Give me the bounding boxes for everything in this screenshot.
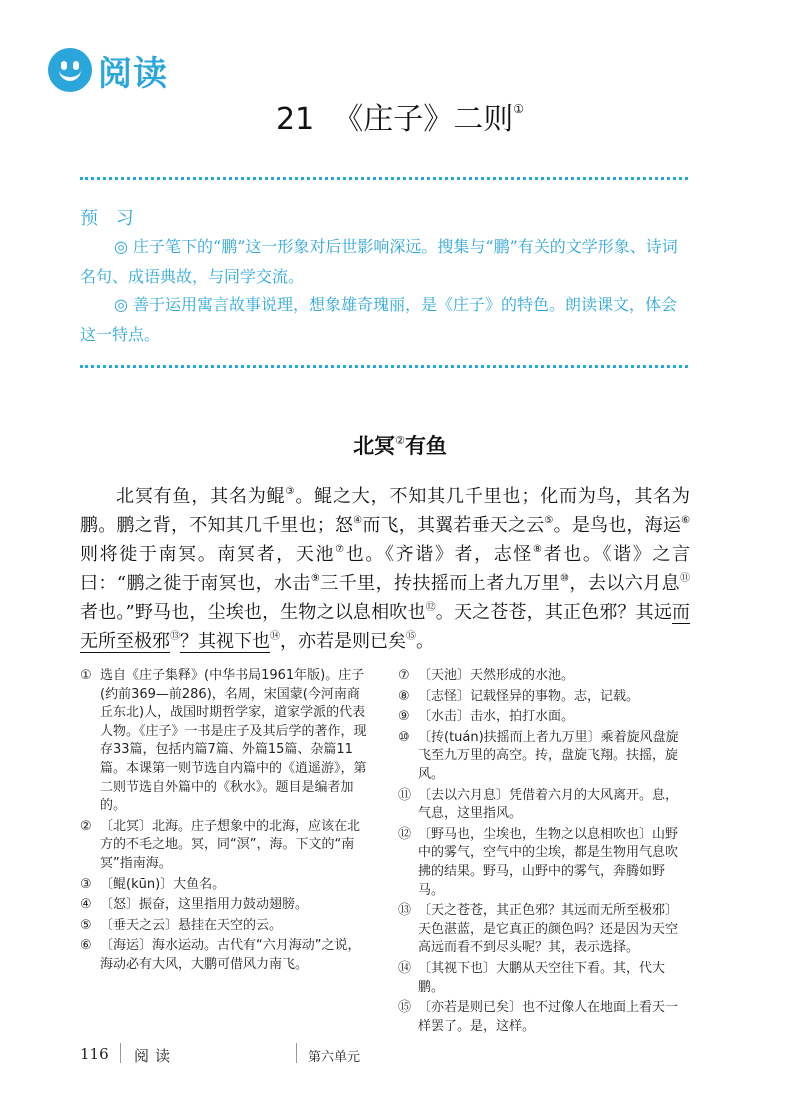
footnote <box>398 960 690 997</box>
passage-title-note-mark: ② <box>395 434 405 447</box>
preview-item: ◎ 庄子笔下的“鹏”这一形象对后世影响深远。搜集与“鹏”有关的文学形象、诗词名句、成语典故，与同学交流。 <box>80 237 678 286</box>
passage-title-part: 有鱼 <box>404 433 447 458</box>
footnote-number: ③ <box>80 876 92 892</box>
footnote-number: ⑬ <box>398 903 412 919</box>
footnote-text: 〔海运〕海水运动。古代有“六月海动”之说，海动必有大风，大鹏可借风力南飞。 <box>100 938 361 972</box>
page-number: 116 <box>80 1045 109 1063</box>
passage-text-segment: 。 <box>416 631 434 652</box>
footnote <box>398 729 690 785</box>
footnote-number: ① <box>80 668 92 683</box>
passage-text-segment: 而飞，其翼若垂天之云 <box>362 515 545 536</box>
footnote-text: 〔北冥〕北海。庄子想象中的北海，应该在北方的不毛之地。冥，同“溟”，海。下文的“南冥”指南海。 <box>100 818 361 871</box>
lesson-title-text: 《庄子》二则 <box>333 102 514 137</box>
footnote-text: 〔水击〕击水，拍打水面。 <box>418 709 575 725</box>
footnote-text: 〔怒〕振奋，这里指用力鼓动翅膀。 <box>100 897 309 913</box>
footnote-text: 〔天之苍苍，其正色邪？其远而无所至极邪〕天色湛蓝，是它真正的颜色吗？还是因为天空高远而看不到尽头呢？其，表示选择。 <box>418 903 679 956</box>
footnotes-left-column <box>80 667 372 977</box>
footnote-mark: ⑪ <box>680 573 691 584</box>
footnote <box>398 708 690 727</box>
footnote-number: ⑥ <box>80 938 92 954</box>
footnote-mark: ⑥ <box>681 515 691 526</box>
footnote-mark: ④ <box>353 515 363 526</box>
footnote-number: ④ <box>80 897 92 913</box>
footnote-text: 〔抟(tuán)扶摇而上者九万里〕乘着旋风盘旋飞至九万里的高空。抟，盘旋飞翔。扶摇，旋风。 <box>418 729 679 782</box>
lesson-title <box>0 94 800 138</box>
footnote-mark: ⑮ <box>406 631 416 642</box>
footnote <box>80 667 372 816</box>
preview-heading: 预 习 <box>80 208 140 229</box>
passage-title <box>0 430 800 460</box>
footnote-number: ⑪ <box>398 787 412 803</box>
footnote <box>398 787 690 824</box>
passage-text-segment: 也。《齐谐》者，志怪 <box>345 544 534 565</box>
passage-text-segment: 。是鸟也，海运 <box>553 515 682 536</box>
lesson-number: 21 <box>275 102 315 137</box>
footnote-text: 〔志怪〕记载怪异的事物。志，记载。 <box>418 688 640 704</box>
underlined-text: 而无所至极邪 <box>80 602 691 652</box>
footnote-number: ⑫ <box>398 826 412 842</box>
footnote <box>80 937 372 974</box>
footnote <box>398 667 690 686</box>
passage-title-part: 北冥 <box>353 433 396 458</box>
passage-text-segment: ，亦若是则已矣 <box>280 631 406 652</box>
footnote <box>398 999 690 1036</box>
footnote <box>398 688 690 707</box>
footnote <box>80 896 372 915</box>
footnote-mark: ③ <box>285 486 296 497</box>
footnotes-right-column <box>398 667 690 1038</box>
footnote-mark: ⑩ <box>559 573 570 584</box>
footer-unit-label: 第六单元 <box>308 1050 361 1065</box>
footnote-text: 〔亦若是则已矣〕也不过像人在地面上看天一样罢了。是，这样。 <box>418 1000 679 1034</box>
preview-item: ◎ 善于运用寓言故事说理，想象雄奇瑰丽，是《庄子》的特色。朗读课文，体会这一特点。 <box>80 295 678 344</box>
footnote-text: 〔野马也，尘埃也，生物之以息相吹也〕山野中的雾气，空气中的尘埃，都是生物用气息吹拂的结果。野马，山野中的雾气，奔腾如野马。 <box>418 826 679 898</box>
footnote-mark: ⑬ <box>170 631 180 642</box>
dotted-divider-bottom <box>80 365 688 368</box>
footer-section-label: 阅读 <box>134 1047 177 1065</box>
footnote <box>80 917 372 936</box>
footnote-mark: ⑧ <box>533 544 544 555</box>
footnote-mark: ⑭ <box>270 631 280 642</box>
footnote-number: ⑤ <box>80 917 92 933</box>
footnote-text: 〔其视下也〕大鹏从天空往下看。其，代大鹏。 <box>418 960 666 995</box>
footnote-number: ⑦ <box>398 668 410 683</box>
footnote-number: ⑨ <box>398 709 410 725</box>
footnote <box>398 902 690 958</box>
underlined-text: ？其视下也 <box>180 631 270 652</box>
passage-text-segment: 三千里，抟扶摇而上者九万里 <box>320 573 560 594</box>
footnote-text: 〔鲲(kūn)〕大鱼名。 <box>100 876 226 892</box>
footer-divider <box>296 1043 297 1063</box>
passage-text-segment: 者也。《谐》之言曰：“鹏之徙于南冥也，水击 <box>80 544 691 594</box>
section-label: 阅读 <box>98 54 168 94</box>
lesson-note-mark: ① <box>513 102 525 116</box>
footnote-text: 选自《庄子集释》(中华书局1961年版)。庄子(约前369—前286)，名周，宋国蒙(今河南商丘东北)人，战国时期哲学家，道家学派的代表人物。《庄子》一书是庄子及其后学的著作，现存33篇，包括内篇7篇、外篇15篇、杂篇11篇。本课第一则节选自内篇中的《逍遥游》，第二则节选自外篇中的《秋水》。题目是编者加的。 <box>100 668 367 814</box>
footnote-number: ② <box>80 818 92 834</box>
footnote-number: ⑩ <box>398 729 410 745</box>
footnote-text: 〔天池〕天然形成的水池。 <box>418 668 575 683</box>
footnote-mark: ⑨ <box>310 573 321 584</box>
footnote-number: ⑧ <box>398 688 410 704</box>
footnote-mark: ⑤ <box>544 515 554 526</box>
passage-text-segment: 。天之苍苍，其正色邪？其远 <box>435 602 673 623</box>
footer-divider <box>120 1043 121 1063</box>
footnote <box>80 818 372 874</box>
dotted-divider-top <box>80 177 688 180</box>
footnote-mark: ⑦ <box>335 544 346 555</box>
footnote <box>80 876 372 895</box>
passage-text-segment: 北冥有鱼，其名为鲲 <box>116 486 286 507</box>
passage-text <box>80 482 690 656</box>
footnote-text: 〔去以六月息〕凭借着六月的大风离开。息，气息，这里指风。 <box>418 787 679 822</box>
passage-text-segment: 。鲲之大，不知其几千里也；化而为鸟，其名为鹏。鹏之背，不知其几千里也；怒 <box>80 486 691 536</box>
footnote-number: ⑭ <box>398 960 412 976</box>
passage-text-segment: 则将徙于南冥。南冥者，天池 <box>80 544 336 565</box>
footnote <box>398 826 690 900</box>
footnote-number: ⑮ <box>398 1000 412 1016</box>
passage-text-segment: 者也。”野马也，尘埃也，生物之以息相吹也 <box>80 602 426 623</box>
footnote-text: 〔垂天之云〕悬挂在天空的云。 <box>100 917 283 933</box>
passage-text-segment: ，去以六月息 <box>569 573 681 594</box>
smiley-face-icon <box>48 48 92 92</box>
footnote-mark: ⑫ <box>425 602 436 613</box>
